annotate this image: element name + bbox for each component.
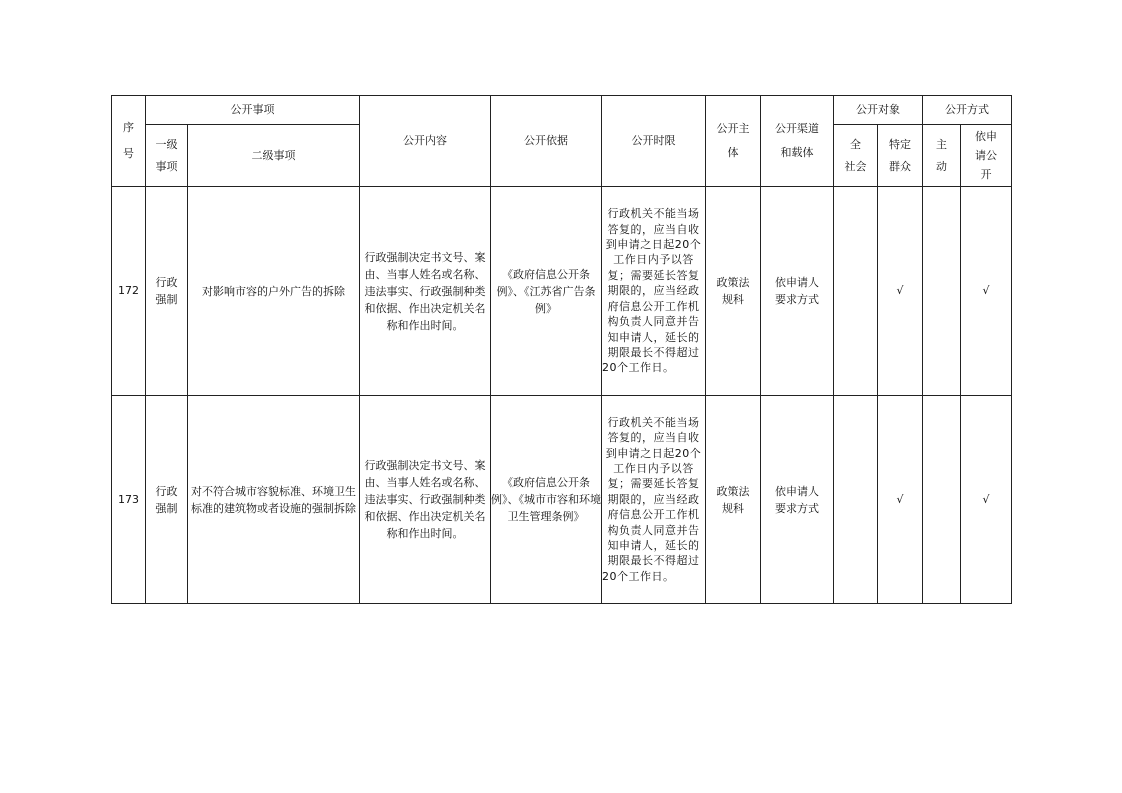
row-content: 行政强制决定书文号、案由、当事人姓名或名称、违法事实、行政强制种类和依据、作出决定机关名称和作出时间。 <box>360 187 491 396</box>
table-row <box>112 187 1012 396</box>
header-level1: 一级 事项 <box>146 125 188 187</box>
row-time-limit: 行政机关不能当场答复的，应当自收到申请之日起20个工作日内予以答复；需要延长答复期限的，应当经政府信息公开工作机构负责人同意并告知申请人，延长的期限最长不得超过20个工作日。 <box>602 187 706 396</box>
header-method-request: 依申 请公 开 <box>961 125 1012 187</box>
table-row <box>112 396 1012 604</box>
header-level2: 二级事项 <box>188 125 360 187</box>
header-open-items: 公开事项 <box>146 96 360 125</box>
row-channel: 依申请人 要求方式 <box>761 396 834 604</box>
header-audience-all: 全 社会 <box>834 125 878 187</box>
row-level1: 行政 强制 <box>146 187 188 396</box>
header-method-active: 主 动 <box>923 125 961 187</box>
header-method: 公开方式 <box>923 96 1012 125</box>
header-row-1 <box>112 96 1012 125</box>
row-level2: 对影响市容的户外广告的拆除 <box>188 187 360 396</box>
header-audience-specific: 特定 群众 <box>878 125 923 187</box>
row-method-request-check: √ <box>961 396 1012 604</box>
header-content: 公开内容 <box>360 96 491 187</box>
row-level1: 行政 强制 <box>146 396 188 604</box>
row-method-active <box>923 187 961 396</box>
header-seq: 序 号 <box>112 96 146 187</box>
row-content: 行政强制决定书文号、案由、当事人姓名或名称、违法事实、行政强制种类和依据、作出决定机关名称和作出时间。 <box>360 396 491 604</box>
header-channel: 公开渠道 和载体 <box>761 96 834 187</box>
header-subject: 公开主 体 <box>706 96 761 187</box>
row-level2: 对不符合城市容貌标准、环境卫生标准的建筑物或者设施的强制拆除 <box>188 396 360 604</box>
row-subject: 政策法 规科 <box>706 396 761 604</box>
row-subject: 政策法 规科 <box>706 187 761 396</box>
row-seq: 173 <box>112 396 146 604</box>
row-basis: 《政府信息公开条例》、《江苏省广告条例》 <box>491 187 602 396</box>
disclosure-table <box>111 95 1012 604</box>
row-time-limit: 行政机关不能当场答复的，应当自收到申请之日起20个工作日内予以答复；需要延长答复期限的，应当经政府信息公开工作机构负责人同意并告知申请人，延长的期限最长不得超过20个工作日。 <box>602 396 706 604</box>
row-channel: 依申请人 要求方式 <box>761 187 834 396</box>
header-audience: 公开对象 <box>834 96 923 125</box>
row-audience-specific-check: √ <box>878 187 923 396</box>
row-basis: 《政府信息公开条例》、《城市市容和环境卫生管理条例》 <box>491 396 602 604</box>
row-audience-all <box>834 187 878 396</box>
row-method-request-check: √ <box>961 187 1012 396</box>
row-audience-all <box>834 396 878 604</box>
header-basis: 公开依据 <box>491 96 602 187</box>
row-seq: 172 <box>112 187 146 396</box>
header-time-limit: 公开时限 <box>602 96 706 187</box>
row-method-active <box>923 396 961 604</box>
row-audience-specific-check: √ <box>878 396 923 604</box>
